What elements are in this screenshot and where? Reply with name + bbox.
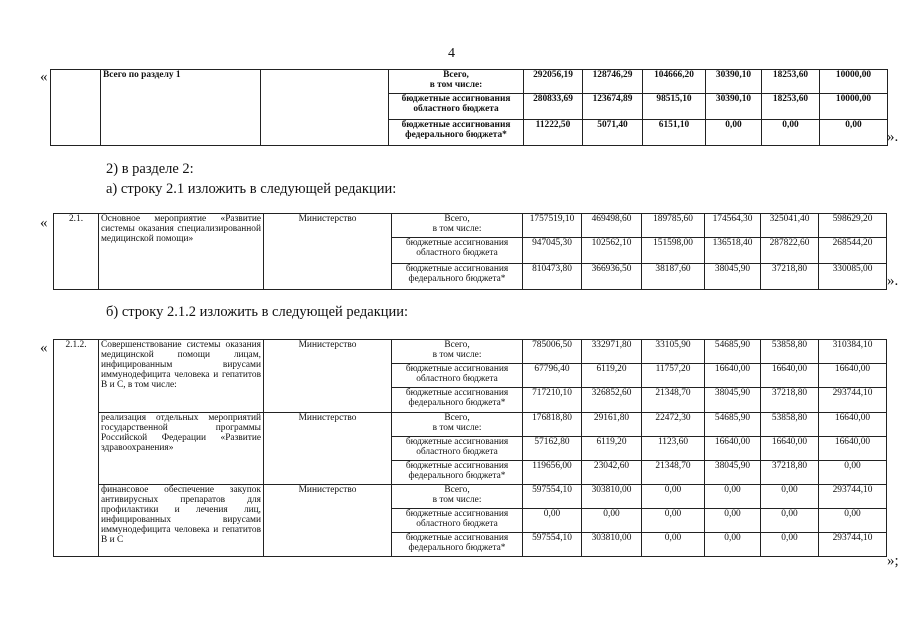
funding-source-label	[392, 340, 523, 364]
funding-source-label	[389, 120, 524, 146]
activity-name: реализация отдельных мероприятий государственной программы Российской Федерации «Развитие здравоохранения»	[99, 413, 264, 485]
value-cell: 597554,10	[523, 485, 582, 509]
value-cell: 38045,90	[705, 461, 761, 485]
table-row-2-1	[53, 213, 887, 290]
value-cell: 67796,40	[523, 364, 582, 388]
funding-line1: бюджетные ассигнования	[405, 388, 509, 398]
value-cell: 11757,20	[642, 364, 705, 388]
funding-line2: федерального бюджета*	[408, 471, 506, 481]
value-cell: 123674,89	[583, 94, 643, 120]
paragraph-section2: 2) в разделе 2:	[106, 161, 194, 177]
funding-source-label	[389, 94, 524, 120]
value-cell: 366936,50	[582, 264, 642, 290]
value-cell: 16640,00	[819, 437, 887, 461]
value-cell: 18253,60	[762, 94, 820, 120]
value-cell: 0,00	[705, 485, 761, 509]
executor-cell: Министерство	[264, 340, 392, 413]
value-cell: 303810,00	[582, 485, 642, 509]
value-cell: 293744,10	[819, 388, 887, 413]
paragraph-row-2-1: а) строку 2.1 изложить в следующей редакции:	[106, 181, 397, 197]
value-cell: 37218,80	[761, 461, 819, 485]
activity-name: финансовое обеспечение закупок антивирусных препаратов для профилактики и лечения лиц, инфицированных вирусами иммунодефицита человека и гепатитов В и С	[99, 485, 264, 557]
value-cell: 37218,80	[761, 388, 819, 413]
value-cell: 53858,80	[761, 340, 819, 364]
value-cell: 0,00	[705, 509, 761, 533]
funding-source-label	[392, 533, 523, 557]
section-total-label: Всего по разделу 1	[101, 70, 261, 146]
value-cell: 21348,70	[642, 461, 705, 485]
table-row	[51, 70, 888, 94]
open-quote: «	[40, 69, 48, 85]
value-cell: 0,00	[706, 120, 762, 146]
close-quote: ».	[887, 273, 899, 289]
funding-line1: бюджетные ассигнования	[405, 461, 509, 471]
value-cell: 30390,10	[706, 94, 762, 120]
open-quote: «	[40, 340, 48, 356]
funding-line2: в том числе:	[432, 224, 482, 234]
executor-cell: Министерство	[264, 485, 392, 557]
value-cell: 174564,30	[705, 214, 761, 238]
value-cell: 11222,50	[524, 120, 583, 146]
value-cell: 810473,80	[523, 264, 582, 290]
close-quote: ».	[887, 129, 899, 145]
value-cell: 0,00	[642, 533, 705, 557]
value-cell: 38187,60	[642, 264, 705, 290]
value-cell: 785006,50	[523, 340, 582, 364]
funding-line1: бюджетные ассигнования	[401, 120, 511, 130]
funding-source-label	[392, 509, 523, 533]
value-cell: 268544,20	[819, 238, 887, 264]
value-cell: 325041,40	[761, 214, 819, 238]
table-row-2-1-2	[53, 339, 887, 557]
value-cell: 0,00	[819, 461, 887, 485]
value-cell: 717210,10	[523, 388, 582, 413]
funding-source-label	[392, 437, 523, 461]
funding-source-label	[392, 388, 523, 413]
funding-line2: федерального бюджета*	[408, 543, 506, 553]
funding-line1: бюджетные ассигнования	[401, 94, 511, 104]
table-section1-total	[50, 69, 888, 146]
value-cell: 287822,60	[761, 238, 819, 264]
funding-source-label	[392, 413, 523, 437]
funding-line1: бюджетные ассигнования	[405, 364, 509, 374]
value-cell: 16640,00	[819, 364, 887, 388]
num-cell	[51, 70, 101, 146]
value-cell: 0,00	[642, 509, 705, 533]
funding-line2: областного бюджета	[416, 447, 498, 457]
value-cell: 0,00	[762, 120, 820, 146]
value-cell: 5071,40	[583, 120, 643, 146]
page-number: 4	[448, 46, 455, 61]
value-cell: 38045,90	[705, 264, 761, 290]
value-cell: 102562,10	[582, 238, 642, 264]
value-cell: 22472,30	[642, 413, 705, 437]
value-cell: 1123,60	[642, 437, 705, 461]
value-cell: 98515,10	[643, 94, 706, 120]
value-cell: 21348,70	[642, 388, 705, 413]
funding-line2: федерального бюджета*	[405, 130, 507, 140]
funding-line2: федерального бюджета*	[408, 398, 506, 408]
funding-line2: федерального бюджета*	[408, 274, 506, 284]
row-number: 2.1.2.	[54, 340, 99, 557]
value-cell: 597554,10	[523, 533, 582, 557]
value-cell: 119656,00	[523, 461, 582, 485]
close-quote: »;	[887, 553, 899, 569]
funding-source-label	[392, 485, 523, 509]
value-cell: 598629,20	[819, 214, 887, 238]
funding-line1: Всего,	[444, 413, 470, 423]
value-cell: 6151,10	[643, 120, 706, 146]
value-cell: 104666,20	[643, 70, 706, 94]
value-cell: 53858,80	[761, 413, 819, 437]
value-cell: 0,00	[582, 509, 642, 533]
value-cell: 0,00	[642, 485, 705, 509]
funding-line2: в том числе:	[432, 423, 482, 433]
value-cell: 326852,60	[582, 388, 642, 413]
value-cell: 16640,00	[761, 437, 819, 461]
activity-name: Основное мероприятие «Развитие системы оказания специализированной медицинской помощи»	[99, 214, 264, 290]
value-cell: 30390,10	[706, 70, 762, 94]
funding-source-label	[392, 238, 523, 264]
funding-line1: Всего,	[444, 485, 470, 495]
value-cell: 10000,00	[820, 94, 888, 120]
funding-source-label	[389, 70, 524, 94]
executor-cell: Министерство	[264, 413, 392, 485]
value-cell: 0,00	[705, 533, 761, 557]
value-cell: 1757519,10	[523, 214, 582, 238]
funding-line1: бюджетные ассигнования	[405, 437, 509, 447]
value-cell: 16640,00	[819, 413, 887, 437]
value-cell: 189785,60	[642, 214, 705, 238]
funding-line2: областного бюджета	[416, 519, 498, 529]
funding-line1: бюджетные ассигнования	[405, 533, 509, 543]
paragraph-row-2-1-2: б) строку 2.1.2 изложить в следующей редакции:	[106, 304, 409, 320]
value-cell: 469498,60	[582, 214, 642, 238]
value-cell: 0,00	[820, 120, 888, 146]
value-cell: 293744,10	[819, 533, 887, 557]
row-number: 2.1.	[54, 214, 99, 290]
funding-line2: областного бюджета	[416, 374, 498, 384]
value-cell: 332971,80	[582, 340, 642, 364]
value-cell: 16640,00	[705, 364, 761, 388]
funding-line2: в том числе:	[432, 495, 482, 505]
executor-cell	[261, 70, 389, 146]
value-cell: 33105,90	[642, 340, 705, 364]
funding-line1: Всего,	[444, 214, 470, 224]
funding-source-label	[392, 461, 523, 485]
funding-source-label	[392, 214, 523, 238]
table-row	[54, 485, 887, 509]
funding-line1: Всего,	[443, 70, 469, 80]
value-cell: 128746,29	[583, 70, 643, 94]
value-cell: 10000,00	[820, 70, 888, 94]
value-cell: 16640,00	[705, 437, 761, 461]
table-row	[54, 413, 887, 437]
value-cell: 310384,10	[819, 340, 887, 364]
value-cell: 176818,80	[523, 413, 582, 437]
value-cell: 16640,00	[761, 364, 819, 388]
value-cell: 947045,30	[523, 238, 582, 264]
activity-name: Совершенствование системы оказания медицинской помощи лицам, инфицированным вирусами иммунодефицита человека и гепатитов В и С, в том числе:	[99, 340, 264, 413]
funding-line2: областного бюджета	[413, 104, 499, 114]
funding-line2: в том числе:	[429, 80, 483, 90]
open-quote: «	[40, 215, 48, 231]
value-cell: 0,00	[761, 509, 819, 533]
value-cell: 37218,80	[761, 264, 819, 290]
value-cell: 0,00	[523, 509, 582, 533]
funding-line1: бюджетные ассигнования	[405, 509, 509, 519]
value-cell: 292056,19	[524, 70, 583, 94]
funding-line2: областного бюджета	[416, 248, 498, 258]
value-cell: 6119,20	[582, 364, 642, 388]
value-cell: 38045,90	[705, 388, 761, 413]
funding-source-label	[392, 364, 523, 388]
value-cell: 280833,69	[524, 94, 583, 120]
value-cell: 54685,90	[705, 413, 761, 437]
funding-line2: в том числе:	[432, 350, 482, 360]
value-cell: 293744,10	[819, 485, 887, 509]
table-row	[54, 214, 887, 238]
value-cell: 303810,00	[582, 533, 642, 557]
funding-line1: бюджетные ассигнования	[405, 264, 509, 274]
value-cell: 18253,60	[762, 70, 820, 94]
value-cell: 57162,80	[523, 437, 582, 461]
value-cell: 136518,40	[705, 238, 761, 264]
value-cell: 29161,80	[582, 413, 642, 437]
funding-source-label	[392, 264, 523, 290]
value-cell: 23042,60	[582, 461, 642, 485]
funding-line1: Всего,	[444, 340, 470, 350]
value-cell: 0,00	[761, 533, 819, 557]
value-cell: 54685,90	[705, 340, 761, 364]
value-cell: 151598,00	[642, 238, 705, 264]
value-cell: 6119,20	[582, 437, 642, 461]
table-row	[54, 340, 887, 364]
funding-line1: бюджетные ассигнования	[405, 238, 509, 248]
value-cell: 330085,00	[819, 264, 887, 290]
executor-cell: Министерство	[264, 214, 392, 290]
value-cell: 0,00	[819, 509, 887, 533]
value-cell: 0,00	[761, 485, 819, 509]
